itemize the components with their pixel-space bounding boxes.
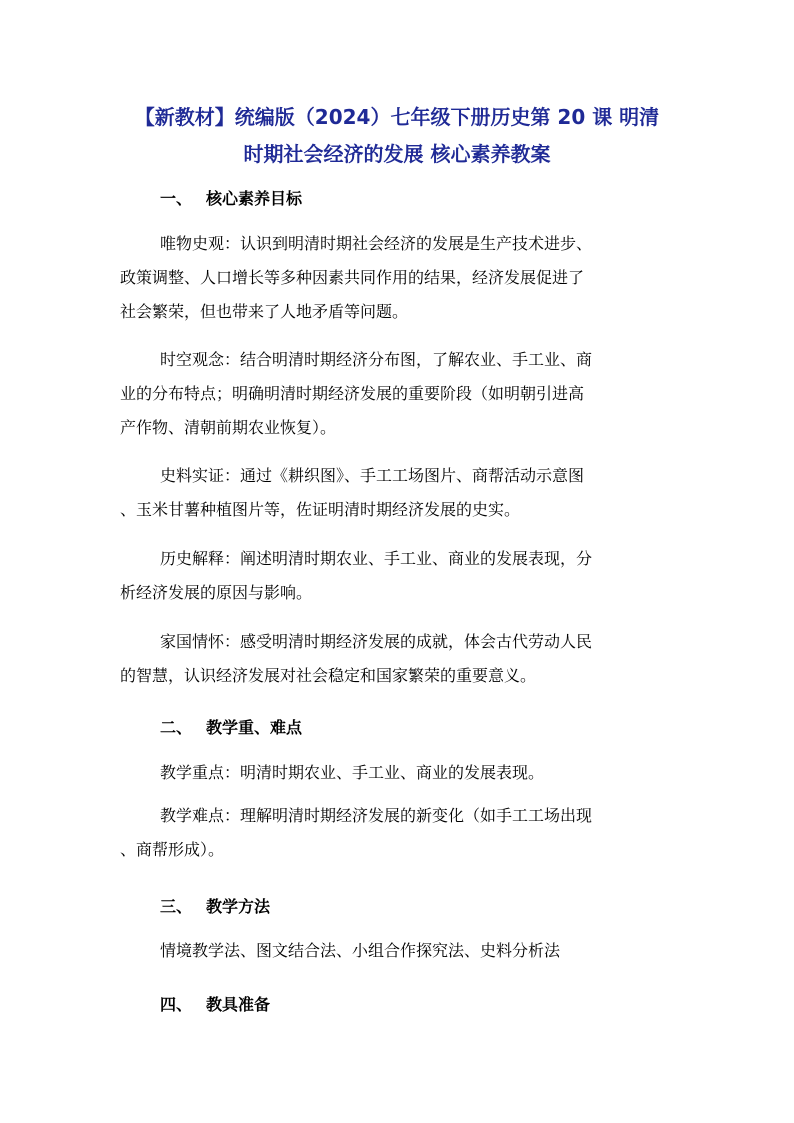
paragraph-line: 的智慧，认识经济发展对社会稳定和国家繁荣的重要意义。 [120,666,537,685]
paragraph-line: 家国情怀：感受明清时期经济发展的成就，体会古代劳动人民 [160,632,593,651]
paragraph-line: 、玉米甘薯种植图片等，佐证明清时期经济发展的史实。 [120,500,521,519]
section-title: 核心素养目标 [206,189,303,208]
paragraph-patriotism [120,625,680,693]
section-heading-3 [160,896,270,918]
paragraph-materialism [120,227,680,329]
paragraph-line: 史料实证：通过《耕织图》、手工工场图片、商帮活动示意图 [160,466,585,485]
paragraph-line: 、商帮形成）。 [120,840,225,859]
paragraph-line: 业的分布特点；明确明清时期经济发展的重要阶段（如明朝引进高 [120,384,585,403]
section-number: 二、 [160,718,193,737]
section-heading-4 [160,994,270,1016]
section-title: 教学方法 [206,897,271,916]
section-number: 一、 [160,189,193,208]
paragraph-difficult-point [120,799,680,867]
paragraph-line: 教学重点：明清时期农业、手工业、商业的发展表现。 [160,763,545,782]
paragraph-line: 析经济发展的原因与影响。 [120,583,313,602]
document-title-line-2: 时期社会经济的发展 核心素养教案 [243,142,551,166]
paragraph-line: 时空观念：结合明清时期经济分布图，了解农业、手工业、商 [160,350,593,369]
paragraph-line: 社会繁荣，但也带来了人地矛盾等问题。 [120,302,409,321]
section-title: 教具准备 [206,995,271,1014]
paragraph-evidence [120,459,680,527]
paragraph-interpretation [120,542,680,610]
paragraph-line: 情境教学法、图文结合法、小组合作探究法、史料分析法 [160,941,561,960]
section-heading-1 [160,188,302,210]
paragraph-line: 教学难点：理解明清时期经济发展的新变化（如手工工场出现 [160,806,593,825]
section-number: 四、 [160,995,193,1014]
document-title-line-1: 【新教材】统编版（2024）七年级下册历史第 20 课 明清 [134,105,660,129]
section-heading-2 [160,717,302,739]
paragraph-line: 政策调整、人口增长等多种因素共同作用的结果，经济发展促进了 [120,268,585,287]
paragraph-line: 唯物史观：认识到明清时期社会经济的发展是生产技术进步、 [160,234,593,253]
paragraph-space-time [120,343,680,445]
paragraph-teaching-methods [120,934,680,968]
section-title: 教学重、难点 [206,718,303,737]
section-number: 三、 [160,897,193,916]
paragraph-line: 产作物、清朝前期农业恢复）。 [120,418,337,437]
paragraph-key-point [120,756,680,790]
paragraph-line: 历史解释：阐述明清时期农业、手工业、商业的发展表现，分 [160,549,593,568]
